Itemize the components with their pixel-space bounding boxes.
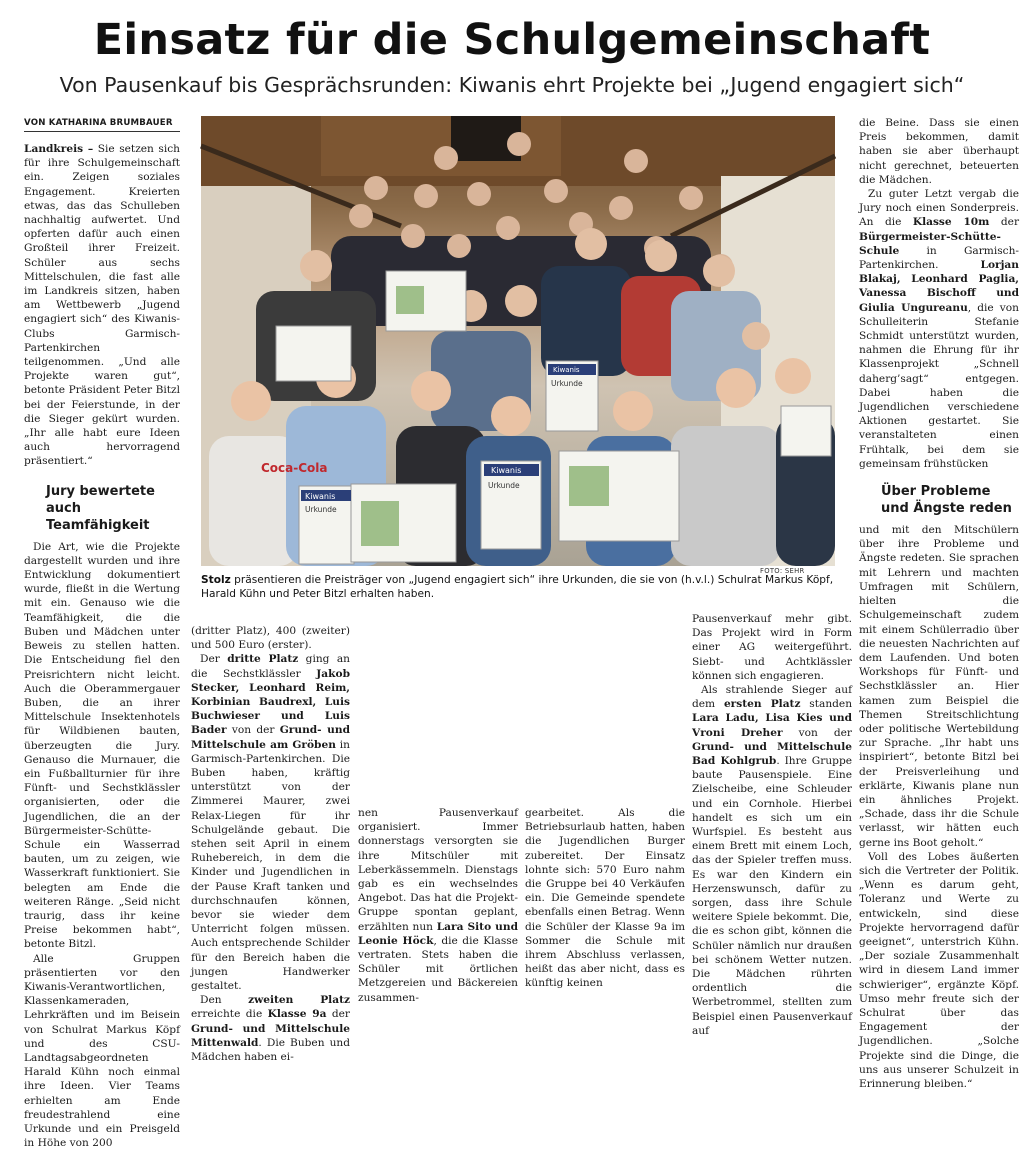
bold-school: Bürgermeister-Schütte-Schule [859,230,1001,257]
certificate-title-1: Urkunde [551,379,583,388]
paragraph [692,683,852,1038]
text: von der [226,724,280,737]
kiwanis-banner-text-3: Kiwanis [553,366,580,374]
paragraph: (dritter Platz), 400 (zweiter) und 500 Euro (erster). [191,625,350,652]
text: Der [200,653,228,666]
text: standen [800,698,853,711]
bold-names: Lorjan Blakaj, Leonhard Paglia, Vanessa Bischoff und Giulia Ungureanu [859,259,1019,314]
subheading-jury: Jury bewertete auch Teamfähigkeit [46,483,155,533]
text: ging an die Sechstklässler [191,653,350,680]
kiwanis-banner-text-1: Kiwanis [305,492,336,501]
paragraph: Pausenverkauf mehr gibt. Das Projekt wird in Form einer AG weitergeführt. Siebt- und Achtklässler können sich engagieren. [692,613,852,682]
paragraph [859,187,1019,471]
bold-school: Grund- und Mittelschule am Gröben [191,724,350,751]
text: in Garmisch-Partenkirchen. Die Buben haben, kräftig unterstützt von der Zimmerei Maurer, zwei Relax-Liegen für ihr Schulgelände gebaut. Die stehen seit April in einem Ruhebereich, in dem die Kinder und Jugendlichen in der Pause Kraft tanken und durchschnaufen können, bevor sie wieder dem Unterricht folgen müssen. Auch entsprechende Schilder für den Bereich haben die jungen Handwerker gestaltet. [191,738,350,993]
bold-text: Klasse 9a [267,1008,327,1021]
article-column-5 [692,612,853,1037]
photo-credit: FOTO: SEHR [760,567,805,575]
group-photo [201,116,835,566]
text: von der [782,726,852,739]
text: . Ihre Gruppe baute Pausenspiele. Eine Zielscheibe, eine Schleuder und ein Cornhole. Hierbei handelt es sich um ein Wurfspiel. Es besteht aus einem Brett mit einem Loch, das der Spieler treffen muss. Es war den Kindern ein Herzenswunsch, dafür zu sorgen, dass ihre Schule weitere Spiele bekommt. Die, die es schon gibt, können die Schüler nämlich nur draußen bei schönem Wetter nutzen. Die Mädchen rührten ordentlich die Werbetrommel, stellten zum Beispiel einen Pausenverkauf auf [692,755,852,1037]
paragraph [191,652,350,993]
paragraph [358,806,518,1005]
certificate-title-3: Urkunde [305,505,337,514]
article-column-1 [24,142,180,1150]
article-column-3 [358,806,519,1004]
paragraph: Die Art, wie die Projekte dargestellt wurden und ihre Entwicklung dokumentiert wurde, fließt in die Wertung mit ein. Genauso wie die Teamfähigkeit, die die Buben und Mädchen unter Beweis zu stellen hatten. Die Entscheidung fiel den Preisrichtern nicht leicht. Auch die Oberammergauer Buben, die an ihrer Mittelschule Insektenhotels für Wildbienen bauten, überzeugten die Jury. Genauso die Murnauer, die ein Fußballturnier für ihre Fünft- und Sechstklässler organisierten, oder die Jugendlichen, die an der Bürgermeister-Schütte-Schule ein Wasserrad bauten, um zu zeigen, wie Wasserkraft funktioniert. Sie belegten am Ende die weiteren Ränge. „Seid nicht traurig, dass ihr keine Preise bekommen habt“, betonte Bitzl. [24,540,180,951]
article-column-6 [859,116,1020,1090]
photo-illustration [201,116,835,566]
shirt-logo-text: Coca-Cola [261,461,328,475]
paragraph: gearbeitet. Als die Betriebsurlaub hatten, haben die Jugendlichen Burger zubereitet. Der Einsatz lohnte sich: 570 Euro nahm die Gruppe bei 40 Verkäufen ein. Die Gemeinde spendete ebenfalls einen Betrag. Wenn die Schüler der Klasse 9a im Sommer die Schule mit ihrem Abschluss verlassen, heißt das aber nicht, dass es künftig keinen [525,807,685,990]
caption-text: präsentieren die Preisträger von „Jugend engagiert sich“ ihre Urkunden, die sie von (h.v.l.) Schulrat Markus Köpf, Harald Kühn und Peter Bitzl erhalten haben. [201,574,834,600]
byline: VON KATHARINA BRUMBAUER [24,117,180,132]
text: in Garmisch-Partenkirchen. [859,244,1019,272]
paragraph [24,142,180,469]
bold-text: zweiten Platz [248,994,350,1007]
text: , die die Klasse vertraten. Stets haben die Schüler mit örtlichen Metzgereien und Bäckereien zusammen- [358,934,519,1004]
text: Als strahlende Sieger auf dem [692,684,852,711]
bold-names: Jakob Stecker, Leonhard Reim, Korbinian Baudrexl, Luis Buchwieser und Luis Bader [191,667,350,737]
text: . Die Buben und Mädchen haben ei- [191,1036,350,1064]
headline: Einsatz für die Schulgemeinschaft [93,15,931,65]
bold-text: dritte Platz [227,653,299,666]
article-column-2 [191,624,350,1064]
paragraph-text: Sie setzen sich für ihre Schulgemeinschaft ein. Zeigen soziales Engagement. Kreierten etwas, das das Schulleben nachhaltig aufwertet. Und opferten dafür auch einen Großteil ihrer Freizeit. Schüler aus sechs Mittelschulen, die fast alle im Landkreis sitzen, haben am Wettbewerb „Jugend engagiert sich“ des Kiwanis-Clubs Garmisch-Partenkirchen teilgenommen. „Und alle Projekte waren gut“, betonte Präsident Peter Bitzl bei der Feierstunde, in der die Sieger gekürt wurden. „Ihr alle habt eure Ideen auch hervorragend präsentiert.“ [24,143,180,468]
photo-caption [201,573,835,601]
paragraph: und mit den Mitschülern über ihre Probleme und Ängste redeten. Sie sprachen mit Lehrern und machten Umfragen mit Schülern, hielten die Schulgemeinschaft zudem mit einem Schülerradio über die neuesten Nachrichten auf dem Laufenden. Und boten Workshops für Fünft- und Sechstklässler an. Hier kamen zum Beispiel die Themen Streitschlichtung oder politische Wertebildung zur Sprache. „Ihr habt uns inspiriert“, betonte Bitzl bei der Preisverleihung und erklärte, Kiwanis plane nun ein ähnliches Projekt. „Schade, dass ihr die Schule verlasst, wir hätten euch gerne ins Boot geholt.“ [859,524,1019,849]
text: erreichte die [191,1008,268,1021]
kiwanis-banner-text-2: Kiwanis [491,466,522,475]
bold-names: Lara Ladu, Lisa Kies und Vroni Dreher [692,712,852,739]
text: , die von Schulleiterin Stefanie Schmidt unterstützt wurden, nahmen die Ehrung für ihr Klassenprojekt „Schnell daherg’sagt“ entgegen. Dabei haben die Jugendlichen verschiedene Aktionen gestartet. Sie veranstalteten einen Frühtalk, bei dem sie gemeinsam frühstücken [859,301,1019,470]
dateline: Landkreis – [24,143,94,155]
bold-text: Klasse 10m [912,216,990,229]
paragraph: Alle Gruppen präsentierten vor den Kiwanis-Verantwortlichen, Klassenkameraden, Lehrkräften und im Beisein von Schulrat Markus Köpf und des CSU-Landtagsabgeordneten Harald Kühn noch einmal ihre Ideen. Vier Teams erhielten am Ende freudestrahlend eine Urkunde und ein Preisgeld in Höhe von 200 [24,952,180,1150]
text: der [326,1008,350,1021]
bold-text: ersten Platz [723,698,801,711]
bold-school: Grund- und Mittelschule Bad Kohlgrub [692,740,852,768]
paragraph [191,993,350,1064]
bold-names: Lara Sito und Leonie Höck [358,920,518,947]
text: der [989,216,1020,229]
article-column-4 [525,806,685,990]
subline: Von Pausenkauf bis Gesprächsrunden: Kiwanis ehrt Projekte bei „Jugend engagiert sich“ [59,73,965,97]
subheading-probleme: Über Probleme und Ängste reden [881,484,1012,517]
paragraph: die Beine. Dass sie einen Preis bekommen, damit haben sie aber überhaupt nicht gerechnet, beteuerten die Mädchen. [859,117,1019,186]
caption-lead: Stolz [201,574,231,586]
certificate-title-2: Urkunde [488,481,520,490]
bold-school: Grund- und Mittelschule Mittenwald [191,1022,350,1049]
text: Den [200,994,249,1007]
text: Zu guter Letzt vergab die Jury noch einen Sonderpreis. An die [859,188,1019,229]
text: nen Pausenverkauf organisiert. Immer donnerstags versorgten sie ihre Mitschüler mit Leberkässemmeln. Dienstags gab es ein wechselndes Angebot. Das hat die Projekt-Gruppe spontan geplant, erzählten nun [358,807,518,933]
paragraph: Voll des Lobes äußerten sich die Vertreter der Politik. „Wenn es darum geht, Toleranz und Werte zu entwickeln, sind diese Projekte hervorragend dafür geeignet“, unterstrich Kühn. „Der soziale Zusammenhalt wird in diesem Land immer schwieriger“, ergänzte Köpf. Umso mehr freute sich der Schulrat über das Engagement der Jugendlichen. „Solche Projekte sind die Dinge, die uns aus unserer Schulzeit in Erinnerung bleiben.“ [859,850,1019,1090]
